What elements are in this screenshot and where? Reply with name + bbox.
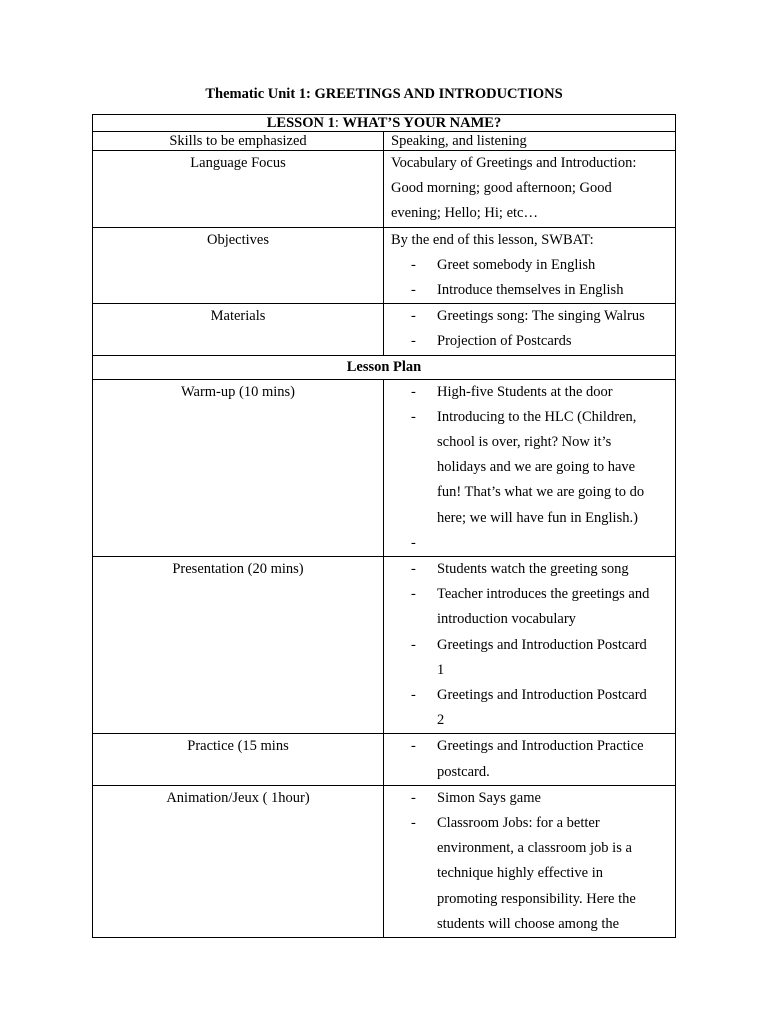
list-item — [391, 253, 675, 278]
skills-value: Speaking, and listening — [384, 132, 676, 151]
list-item-text: Greet somebody in English — [437, 256, 596, 273]
list-item-line: environment, a classroom job is a — [437, 840, 632, 857]
list-item-line: 2 — [437, 712, 445, 729]
warmup-value — [384, 379, 676, 556]
animation-list — [391, 786, 675, 937]
list-item — [391, 329, 675, 354]
list-item — [391, 531, 675, 556]
list-item-text: Projection of Postcards — [437, 333, 572, 350]
lesson-plan-heading-row — [93, 355, 676, 379]
language-focus-line: Vocabulary of Greetings and Introduction: — [391, 155, 637, 171]
list-item — [391, 380, 675, 405]
list-item-line — [437, 531, 675, 556]
presentation-list — [391, 557, 675, 733]
list-item-text: Introduce themselves in English — [437, 282, 624, 299]
lesson-title-row — [93, 115, 676, 132]
materials-row — [93, 304, 676, 355]
objectives-row — [93, 227, 676, 304]
warmup-list — [391, 380, 675, 556]
list-item — [391, 683, 675, 733]
list-item-line: Classroom Jobs: for a better — [437, 815, 600, 832]
dash-bullet: - — [411, 738, 416, 755]
dash-bullet: - — [411, 308, 416, 325]
list-item-line: Greetings and Introduction Postcard — [437, 636, 647, 653]
list-item — [391, 278, 675, 303]
warmup-row — [93, 379, 676, 556]
lesson-colon: : — [334, 115, 343, 131]
practice-list — [391, 734, 675, 784]
materials-value — [384, 304, 676, 355]
language-focus-value — [384, 151, 676, 228]
list-item-line: 1 — [437, 661, 445, 678]
list-item — [391, 811, 675, 937]
list-item — [391, 633, 675, 683]
list-item — [391, 786, 675, 811]
objectives-list — [391, 253, 675, 303]
dash-bullet: - — [411, 586, 416, 603]
dash-bullet: - — [411, 687, 416, 704]
list-item-line: Simon Says game — [437, 789, 541, 806]
dash-bullet: - — [411, 561, 416, 578]
dash-bullet: - — [411, 534, 416, 551]
list-item-line: Students watch the greeting song — [437, 561, 629, 578]
list-item-line: Teacher introduces the greetings and — [437, 586, 650, 603]
list-item-line: students will choose among the — [437, 915, 620, 932]
list-item-line: technique highly effective in — [437, 865, 604, 882]
presentation-label: Presentation (20 mins) — [93, 557, 384, 734]
lesson-plan-table — [92, 114, 676, 938]
page-title: Thematic Unit 1: GREETINGS AND INTRODUCTIONS — [205, 86, 563, 102]
list-item-line: postcard. — [437, 763, 490, 780]
language-focus-line: evening; Hello; Hi; etc… — [391, 205, 538, 222]
objectives-intro: By the end of this lesson, SWBAT: — [391, 231, 594, 248]
warmup-label: Warm-up (10 mins) — [93, 379, 384, 556]
skills-label: Skills to be emphasized — [93, 132, 384, 151]
lesson-name: WHAT’S YOUR NAME? — [342, 115, 502, 131]
list-item-line: fun! That’s what we are going to do — [437, 484, 645, 501]
dash-bullet: - — [411, 282, 416, 299]
list-item-line: school is over, right? Now it’s — [437, 434, 612, 451]
presentation-row — [93, 557, 676, 734]
materials-label: Materials — [93, 304, 384, 355]
animation-value — [384, 785, 676, 937]
list-item-line: Introducing to the HLC (Children, — [437, 408, 637, 425]
dash-bullet: - — [411, 408, 416, 425]
list-item-line: here; we will have fun in English.) — [437, 509, 638, 526]
list-item-line: High-five Students at the door — [437, 383, 613, 400]
list-item — [391, 304, 675, 329]
dash-bullet: - — [411, 789, 416, 806]
lesson-number: LESSON 1 — [266, 115, 335, 131]
materials-list — [391, 304, 675, 354]
dash-bullet: - — [411, 333, 416, 350]
language-focus-label: Language Focus — [93, 151, 384, 228]
list-item — [391, 582, 675, 632]
practice-value — [384, 734, 676, 785]
lesson-plan-heading: Lesson Plan — [93, 355, 676, 379]
practice-row — [93, 734, 676, 785]
dash-bullet: - — [411, 815, 416, 832]
language-focus-row — [93, 151, 676, 228]
dash-bullet: - — [411, 256, 416, 273]
objectives-label: Objectives — [93, 227, 384, 304]
list-item-line: promoting responsibility. Here the — [437, 890, 636, 907]
dash-bullet: - — [411, 383, 416, 400]
presentation-value — [384, 557, 676, 734]
objectives-value — [384, 227, 676, 304]
practice-label: Practice (15 mins — [93, 734, 384, 785]
list-item-line: Greetings and Introduction Practice — [437, 738, 644, 755]
skills-row — [93, 132, 676, 151]
list-item-text: Greetings song: The singing Walrus — [437, 308, 645, 325]
list-item-line: holidays and we are going to have — [437, 459, 636, 476]
animation-row — [93, 785, 676, 937]
animation-label: Animation/Jeux ( 1hour) — [93, 785, 384, 937]
language-focus-line: Good morning; good afternoon; Good — [391, 180, 612, 197]
list-item — [391, 557, 675, 582]
lesson-title-cell — [93, 115, 676, 132]
list-item-line: introduction vocabulary — [437, 611, 576, 628]
list-item — [391, 734, 675, 784]
list-item-line: Greetings and Introduction Postcard — [437, 687, 647, 704]
dash-bullet: - — [411, 636, 416, 653]
list-item — [391, 405, 675, 531]
